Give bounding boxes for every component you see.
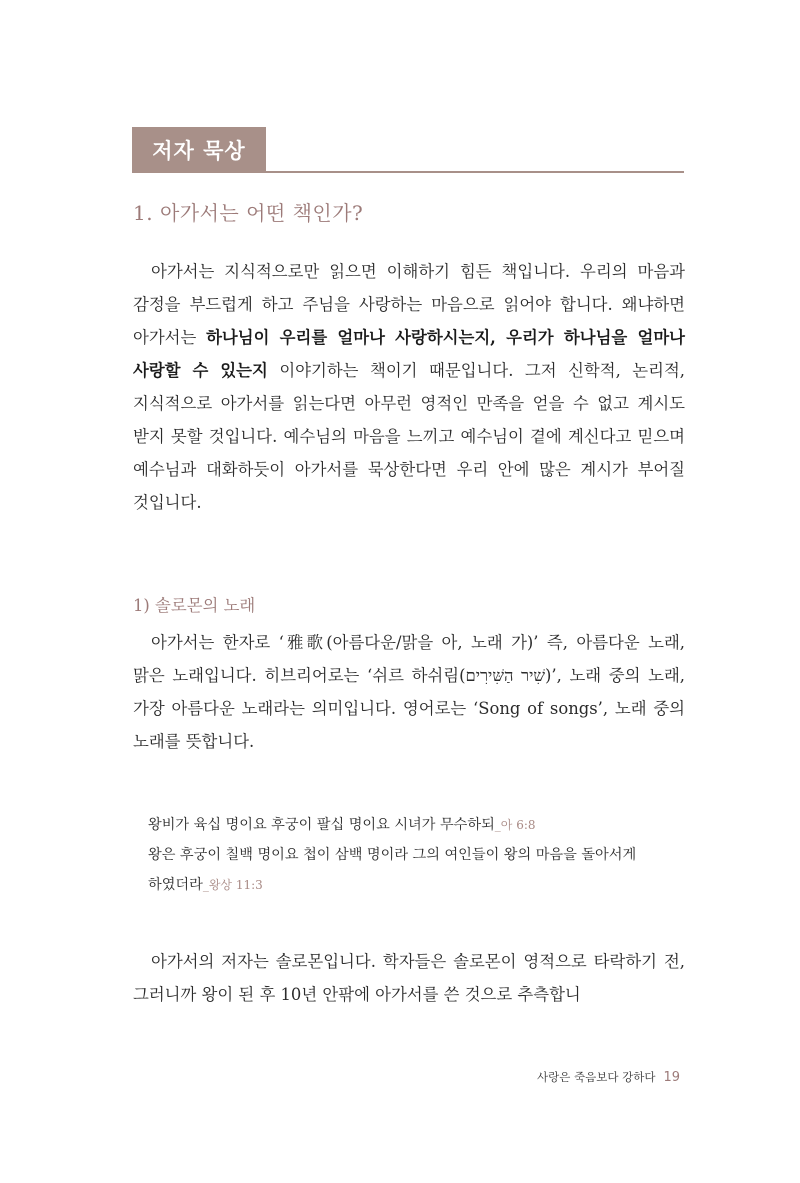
quote-line (148, 810, 688, 840)
subsection-heading: 1) 솔로몬의 노래 (133, 596, 256, 615)
scripture-quotes (148, 810, 688, 900)
page-number: 19 (663, 1070, 680, 1085)
intro-paragraph (133, 255, 685, 519)
page-footer (537, 1069, 680, 1085)
intro-bold-text: 하나님이 우리를 얼마나 사랑하시는지, 우리가 하나님을 얼마나 사랑할 수 있는지 (133, 328, 685, 380)
intro-text-part2: 이야기하는 책이기 때문입니다. 그저 신학적, 논리적, 지식적으로 아가서를 읽는다면 아무런 영적인 만족을 얻을 수 없고 계시도 받지 못할 것입니다. 예수님의 마음을 느끼고 예수님이 곁에 계신다고 믿으며 예수님과 대화하듯이 아가서를 묵상한다면 우리 안에 많은 계시가 부어질 것입니다. (133, 361, 686, 512)
book-title: 사랑은 죽음보다 강하다 (537, 1070, 656, 1084)
quote-reference: _왕상 11:3 (202, 878, 263, 892)
quote-reference: _아 6:8 (494, 818, 536, 832)
section-header (132, 127, 684, 173)
section-rule (266, 171, 684, 173)
subsection-paragraph: 아가서는 한자로 ‘雅歌(아름다운/맑을 아, 노래 가)’ 즉, 아름다운 노래, 맑은 노래입니다. 히브리어로는 ‘쉬르 하쉬림(שִׁיר הַשִּׁירִים)’, 노래 중의 노래, 가장 아름다운 노래라는 의미입니다. 영어로는 ‘Song of songs’, 노래 중의 노래를 뜻합니다. (133, 633, 686, 751)
chapter-heading: 1. 아가서는 어떤 책인가? (133, 201, 364, 225)
intro-text-part1: 아가서는 지식적으로만 읽으면 이해하기 힘든 책입니다. 우리의 마음과 감정을 부드럽게 하고 주님을 사랑하는 마음으로 읽어야 합니다. 왜냐하면 아가서는 (133, 262, 685, 347)
closing-paragraph: 아가서의 저자는 솔로몬입니다. 학자들은 솔로몬이 영적으로 타락하기 전, 그러니까 왕이 된 후 10년 안팎에 아가서를 쓴 것으로 추측합니 (133, 952, 685, 1004)
quote-line (148, 840, 688, 900)
section-tab: 저자 묵상 (132, 127, 266, 173)
quote-text: 왕은 후궁이 칠백 명이요 첩이 삼백 명이라 그의 여인들이 왕의 마음을 돌아서게 하였더라 (148, 847, 637, 893)
quote-text: 왕비가 육십 명이요 후궁이 팔십 명이요 시녀가 무수하되 (148, 817, 495, 833)
